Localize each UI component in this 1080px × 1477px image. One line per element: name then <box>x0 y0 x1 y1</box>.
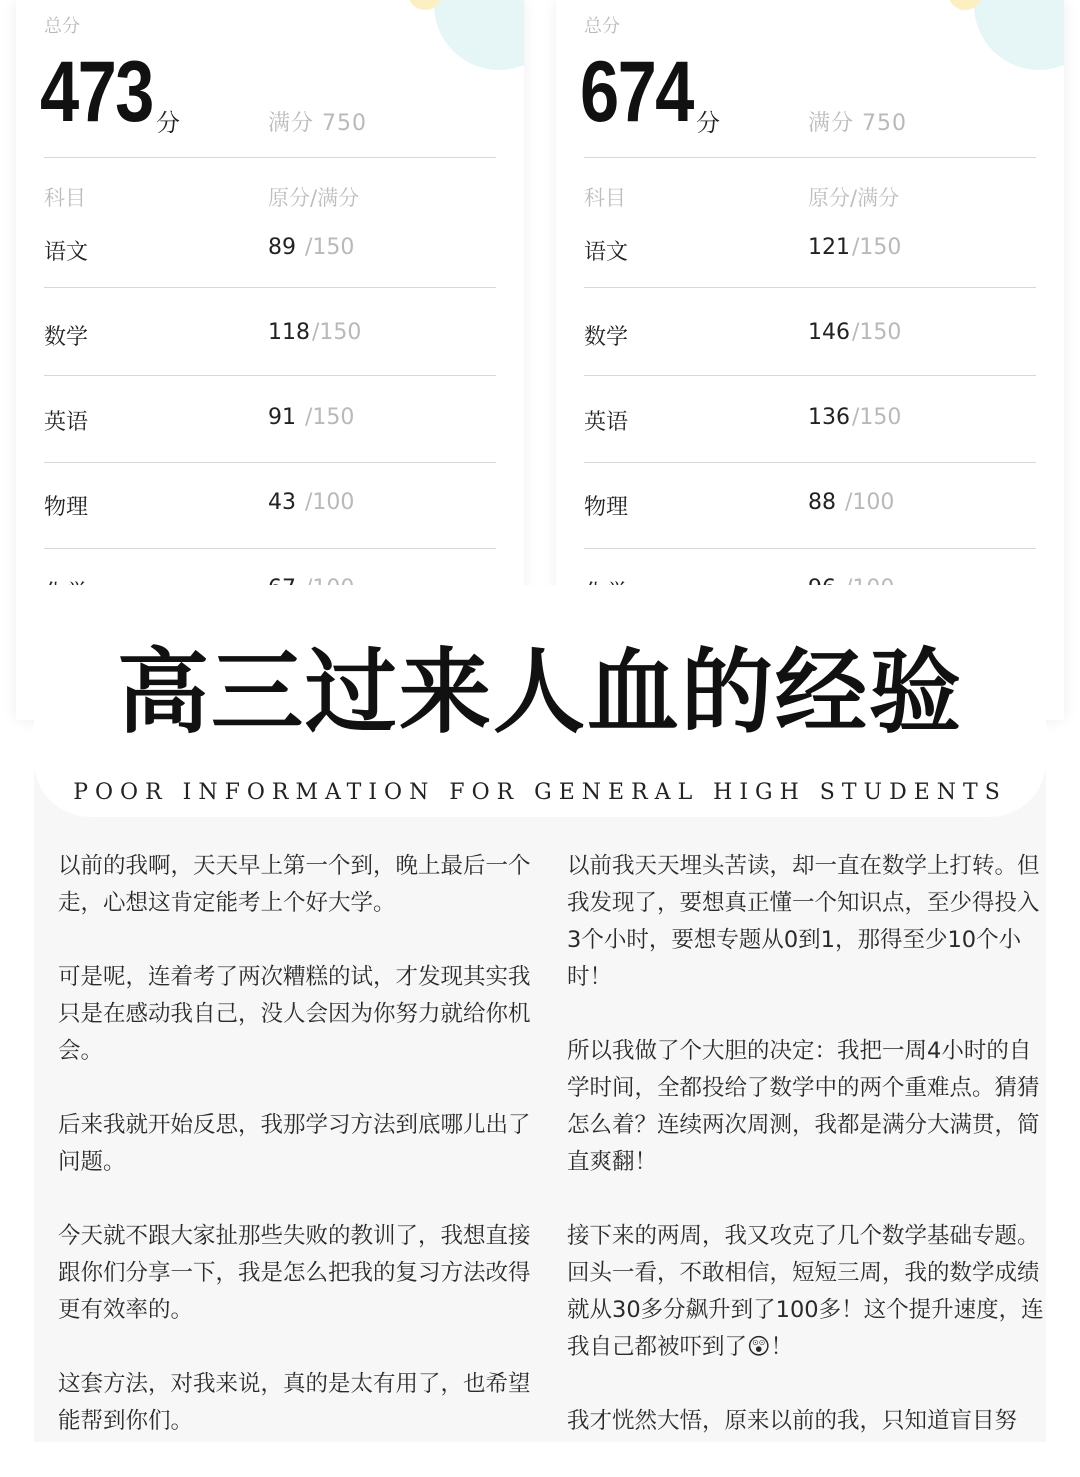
max-score: /150 <box>312 320 362 345</box>
max-score: /100 <box>838 490 895 515</box>
score-row <box>556 405 1064 491</box>
subject-score <box>268 405 354 430</box>
paragraph: 接下来的两周，我又攻克了几个数学基础专题。回头一看，不敢相信，短短三周，我的数学成绩就从30多分飙升到了100多！这个提升速度，连我自己都被吓到了😲！ <box>567 1223 1044 1360</box>
score-row <box>16 320 524 406</box>
raw-score: 121 <box>808 235 850 260</box>
full-score: 满分 750 <box>808 111 907 136</box>
max-score: /100 <box>298 490 355 515</box>
score-row <box>556 235 1064 321</box>
total-score: 473 <box>40 44 153 140</box>
paragraph: 今天就不跟大家扯那些失败的教训了，我想直接跟你们分享一下，我是怎么把我的复习方法改得更有效率的。 <box>58 1223 531 1323</box>
subject-score <box>808 405 901 430</box>
score-row <box>556 490 1064 576</box>
subject-name: 英语 <box>584 410 629 435</box>
divider <box>44 462 496 463</box>
subject-score <box>808 490 894 515</box>
subject-score <box>268 235 354 260</box>
paragraph: 后来我就开始反思，我那学习方法到底哪儿出了问题。 <box>58 1112 531 1175</box>
raw-score: 118 <box>268 320 310 345</box>
decorative-circle-teal <box>974 0 1064 70</box>
divider <box>584 157 1036 158</box>
raw-score: 91 <box>268 405 296 430</box>
paragraph: 所以我做了个大胆的决定：我把一周4小时的自学时间，全都投给了数学中的两个重难点。猜猜怎么着？连续两次周测，我都是满分大满贯，简直爽翻！ <box>567 1038 1040 1175</box>
raw-score: 89 <box>268 235 296 260</box>
divider <box>584 548 1036 549</box>
subtitle: POOR INFORMATION FOR GENERAL HIGH STUDENTS <box>73 780 1007 805</box>
score-row <box>16 490 524 576</box>
divider <box>44 157 496 158</box>
subject-name: 物理 <box>44 495 89 520</box>
subject-score <box>808 235 901 260</box>
divider <box>44 548 496 549</box>
divider <box>584 462 1036 463</box>
subject-score <box>268 490 354 515</box>
score-row <box>556 320 1064 406</box>
full-score: 满分 750 <box>268 111 367 136</box>
total-unit: 分 <box>156 109 180 137</box>
total-label: 总分 <box>44 16 80 37</box>
paragraph: 可是呢，连着考了两次糟糕的试，才发现其实我只是在感动我自己，没人会因为你努力就给你机会。 <box>58 964 531 1064</box>
total-label: 总分 <box>584 16 620 37</box>
max-score: /150 <box>852 320 902 345</box>
main-title: 高三过来人血的经验 <box>116 639 963 746</box>
column-header-subject: 科目 <box>584 186 626 210</box>
max-score: /150 <box>298 405 355 430</box>
divider <box>584 375 1036 376</box>
subject-name: 英语 <box>44 410 89 435</box>
paragraph: 我才恍然大悟，原来以前的我，只知道盲目努 <box>567 1408 1018 1434</box>
article-column-left <box>58 848 542 1477</box>
max-score: /150 <box>298 235 355 260</box>
subject-name: 数学 <box>44 325 89 350</box>
paragraph: 这套方法，对我来说，真的是太有用了，也希望能帮到你们。 <box>58 1371 531 1434</box>
subject-score <box>808 320 901 345</box>
decorative-circle-teal <box>434 0 524 70</box>
paragraph: 以前的我啊，天天早上第一个到，晚上最后一个走，心想这肯定能考上个好大学。 <box>58 853 531 916</box>
score-row <box>16 405 524 491</box>
score-row <box>16 235 524 321</box>
paragraph: 以前我天天埋头苦读，却一直在数学上打转。但我发现了，要想真正懂一个知识点，至少得投入3个小时，要想专题从0到1，那得至少10个小时！ <box>567 853 1040 990</box>
subject-score <box>268 320 361 345</box>
subject-name: 数学 <box>584 325 629 350</box>
raw-score: 88 <box>808 490 836 515</box>
subject-name: 语文 <box>584 240 629 265</box>
raw-score: 146 <box>808 320 850 345</box>
max-score: /150 <box>852 235 902 260</box>
subject-name: 语文 <box>44 240 89 265</box>
total-score: 674 <box>580 44 693 140</box>
column-header-subject: 科目 <box>44 186 86 210</box>
max-score: /150 <box>852 405 902 430</box>
raw-score: 136 <box>808 405 850 430</box>
divider <box>44 375 496 376</box>
divider <box>584 287 1036 288</box>
raw-score: 43 <box>268 490 296 515</box>
divider <box>44 287 496 288</box>
column-header-score: 原分/满分 <box>808 186 900 210</box>
article-column-right <box>567 848 1051 1477</box>
column-header-score: 原分/满分 <box>268 186 360 210</box>
subject-name: 物理 <box>584 495 629 520</box>
total-unit: 分 <box>696 109 720 137</box>
